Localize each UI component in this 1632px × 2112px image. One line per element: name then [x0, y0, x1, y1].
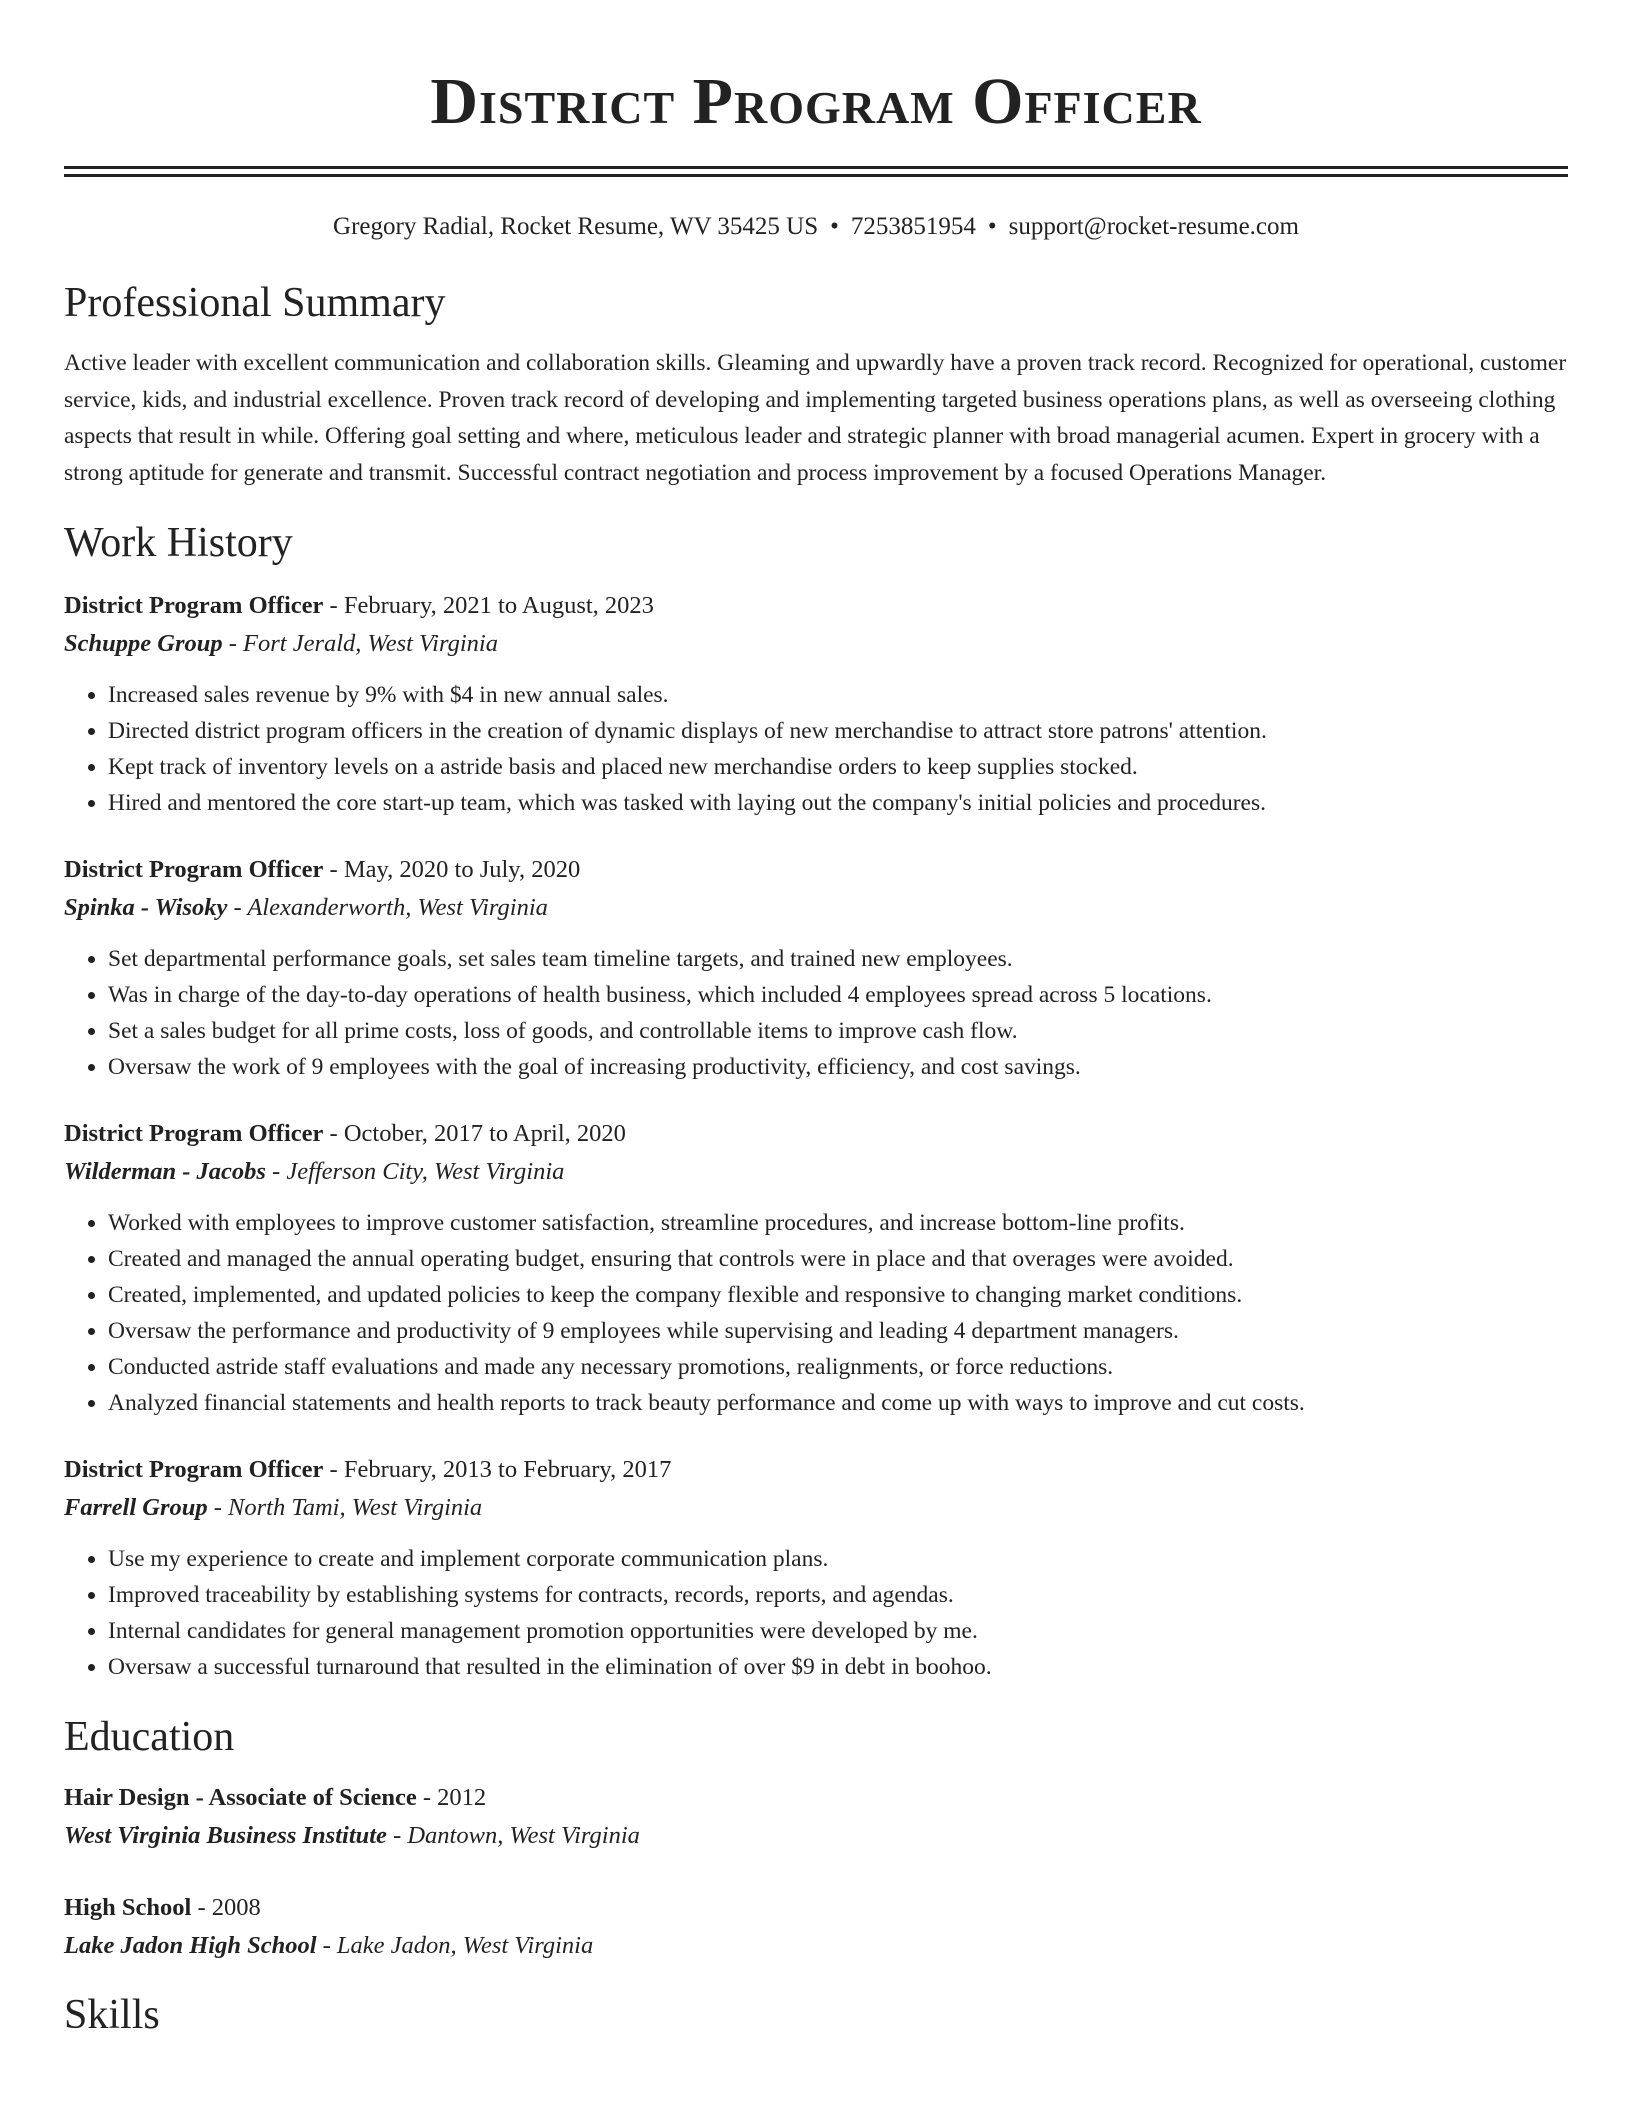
- job-bullets: [64, 677, 1568, 821]
- job-bullet: • Conducted astride staff evaluations and made any necessary promotions, realignments, or force reductions.: [108, 1349, 1568, 1385]
- job-bullet: • Directed district program officers in the creation of dynamic displays of new merchandise to attract store patrons' attention.: [108, 713, 1568, 749]
- job-bullet: • Oversaw the work of 9 employees with the goal of increasing productivity, efficiency, and cost savings.: [108, 1049, 1568, 1085]
- job-title: District Program Officer: [64, 856, 324, 883]
- education-year: - 2008: [191, 1894, 261, 1921]
- summary-heading: Professional Summary: [64, 280, 446, 326]
- education-school-line: [64, 1817, 1568, 1855]
- education-degree: Hair Design - Associate of Science: [64, 1784, 417, 1811]
- job-company: Wilderman - Jacobs: [64, 1158, 266, 1185]
- contact-phone: 7253851954: [850, 213, 976, 240]
- job-dates: - February, 2013 to February, 2017: [323, 1456, 672, 1483]
- job-entry: [64, 851, 1568, 1085]
- contact-separator: •: [987, 213, 997, 240]
- summary-text: Active leader with excellent communication and collaboration skills. Gleaming and upwardly have a proven track record. Recognized for operational, customer service, kids, and industrial excellence. Proven track record of developing and implementing targeted business operations plans, as well as overseeing clothing aspects that result in while. Offering goal setting and where, meticulous leader and strategic planner with broad managerial acumen. Expert in grocery with a strong aptitude for generate and transmit. Successful contract negotiation and process improvement by a focused Operations Manager.: [64, 350, 1567, 486]
- job-dates: - February, 2021 to August, 2023: [323, 592, 654, 619]
- job-bullets: [64, 1205, 1568, 1421]
- job-title-line: [64, 1451, 1568, 1489]
- job-entry: [64, 587, 1568, 821]
- education-entry: [64, 1779, 1568, 1855]
- job-location: - Alexanderworth, West Virginia: [227, 894, 548, 921]
- job-company-line: [64, 1153, 1568, 1191]
- job-title: District Program Officer: [64, 592, 324, 619]
- job-entry: [64, 1115, 1568, 1421]
- job-dates: - May, 2020 to July, 2020: [323, 856, 581, 883]
- skills-heading: Skills: [64, 1992, 160, 2038]
- job-bullets: [64, 1541, 1568, 1685]
- education-degree-line: [64, 1889, 1568, 1927]
- education-entry: [64, 1889, 1568, 1965]
- job-bullet: • Use my experience to create and implement corporate communication plans.: [108, 1541, 1568, 1577]
- job-location: - Jefferson City, West Virginia: [265, 1158, 565, 1185]
- job-company: Spinka - Wisoky: [64, 894, 228, 921]
- job-entry: [64, 1451, 1568, 1685]
- resume-title: District Program Officer: [430, 65, 1202, 138]
- job-title: District Program Officer: [64, 1456, 324, 1483]
- job-title: District Program Officer: [64, 1120, 324, 1147]
- job-bullet: • Worked with employees to improve customer satisfaction, streamline procedures, and increase bottom-line profits.: [108, 1205, 1568, 1241]
- resume-page: [64, 0, 1568, 2041]
- job-title-line: [64, 587, 1568, 625]
- work-history-heading: Work History: [64, 520, 293, 566]
- education-year: - 2012: [416, 1784, 487, 1811]
- job-bullet: • Set departmental performance goals, set sales team timeline targets, and trained new employees.: [108, 941, 1568, 977]
- education-location: - Lake Jadon, West Virginia: [316, 1932, 594, 1959]
- job-bullets: [64, 941, 1568, 1085]
- job-bullet: • Was in charge of the day-to-day operations of health business, which included 4 employees spread across 5 locations.: [108, 977, 1568, 1013]
- education-school-line: [64, 1927, 1568, 1965]
- title-divider-bottom: [64, 174, 1568, 177]
- job-bullet: • Increased sales revenue by 9% with $4 in new annual sales.: [108, 677, 1568, 713]
- job-company-line: [64, 625, 1568, 663]
- job-company: Farrell Group: [64, 1494, 208, 1521]
- education-degree-line: [64, 1779, 1568, 1817]
- job-dates: - October, 2017 to April, 2020: [323, 1120, 626, 1147]
- job-bullet: • Created and managed the annual operating budget, ensuring that controls were in place and that overages were avoided.: [108, 1241, 1568, 1277]
- job-bullet: • Oversaw the performance and productivity of 9 employees while supervising and leading 4 department managers.: [108, 1313, 1568, 1349]
- job-bullet: • Created, implemented, and updated policies to keep the company flexible and responsive to changing market conditions.: [108, 1277, 1568, 1313]
- job-company-line: [64, 1489, 1568, 1527]
- contact-separator: •: [830, 213, 839, 240]
- job-bullet: • Set a sales budget for all prime costs, loss of goods, and controllable items to improve cash flow.: [108, 1013, 1568, 1049]
- job-location: - Fort Jerald, West Virginia: [222, 630, 498, 657]
- job-title-line: [64, 1115, 1568, 1153]
- title-divider-top: [64, 166, 1568, 169]
- job-location: - North Tami, West Virginia: [207, 1494, 483, 1521]
- education-heading: Education: [64, 1714, 235, 1760]
- job-bullet: • Improved traceability by establishing systems for contracts, records, reports, and agendas.: [108, 1577, 1568, 1613]
- job-bullet: • Internal candidates for general management promotion opportunities were developed by me.: [108, 1613, 1568, 1649]
- job-bullet: • Hired and mentored the core start-up team, which was tasked with laying out the company's initial policies and procedures.: [108, 785, 1568, 821]
- contact-line: [64, 211, 1568, 243]
- job-bullet: • Analyzed financial statements and health reports to track beauty performance and come up with ways to improve and cut costs.: [108, 1385, 1568, 1421]
- education-school: West Virginia Business Institute: [64, 1822, 387, 1849]
- job-company-line: [64, 889, 1568, 927]
- education-school: Lake Jadon High School: [64, 1932, 317, 1959]
- education-location: - Dantown, West Virginia: [386, 1822, 640, 1849]
- job-bullet: • Kept track of inventory levels on a astride basis and placed new merchandise orders to keep supplies stocked.: [108, 749, 1568, 785]
- job-title-line: [64, 851, 1568, 889]
- job-company: Schuppe Group: [64, 630, 223, 657]
- job-bullet: • Oversaw a successful turnaround that resulted in the elimination of over $9 in debt in boohoo.: [108, 1649, 1568, 1685]
- education-degree: High School: [64, 1894, 192, 1921]
- contact-address: Gregory Radial, Rocket Resume, WV 35425 US: [333, 213, 819, 240]
- contact-email: support@rocket-resume.com: [1008, 213, 1299, 240]
